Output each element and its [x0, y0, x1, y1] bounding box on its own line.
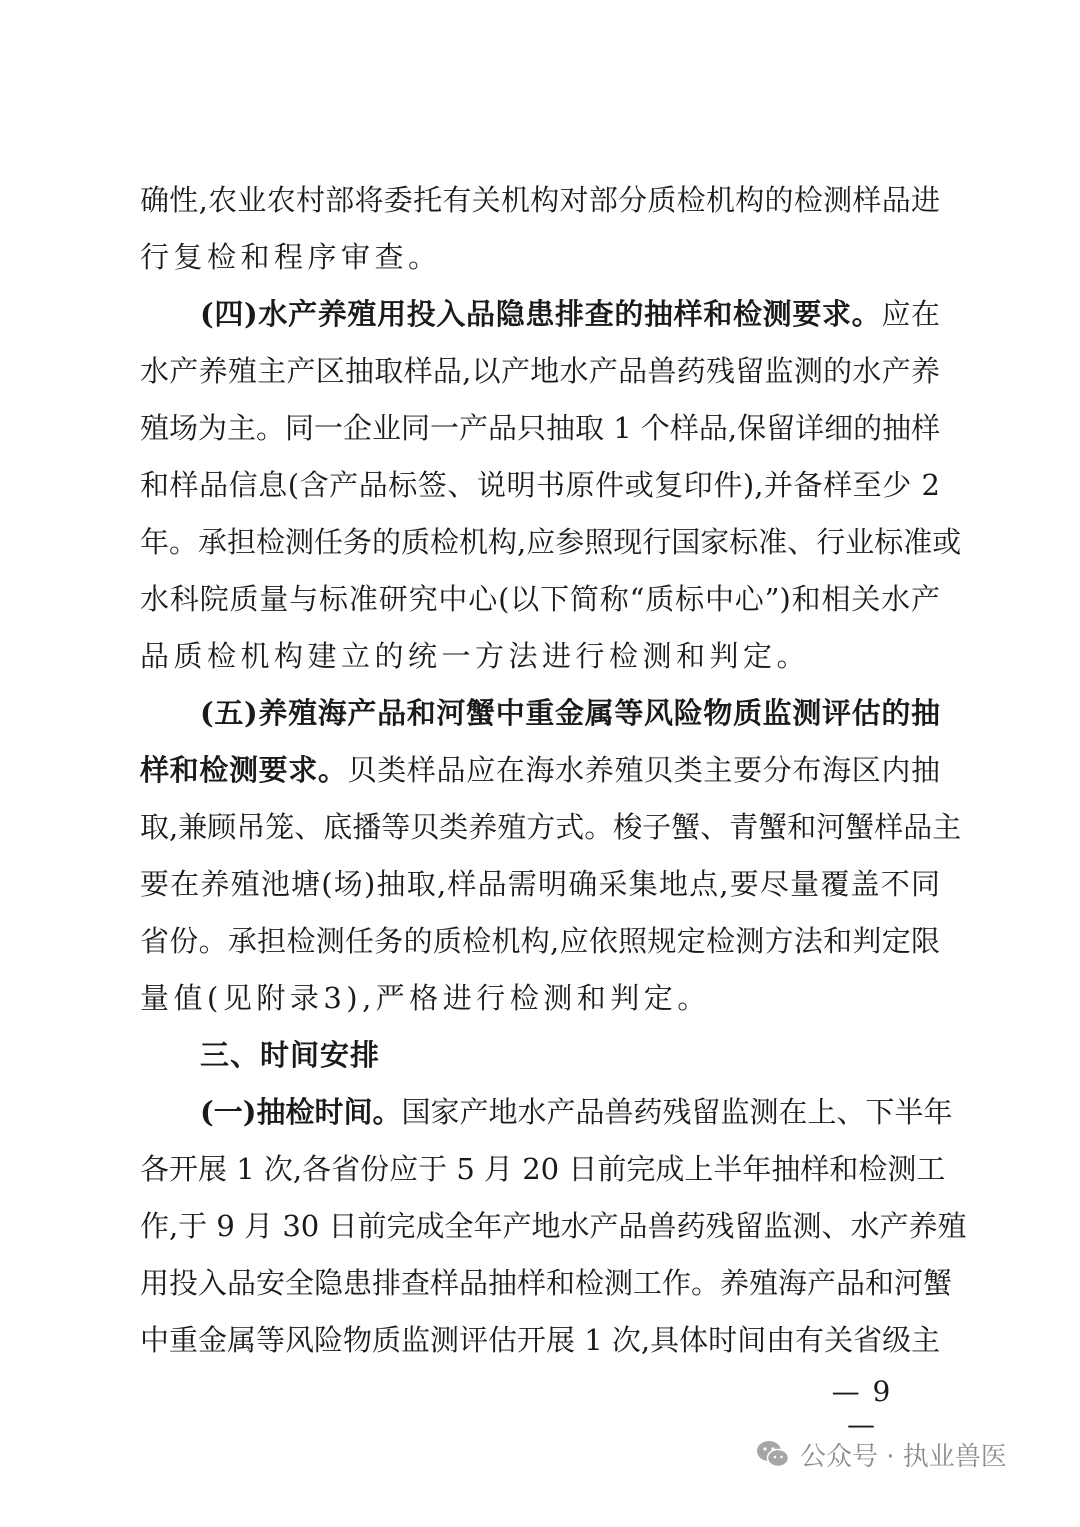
- text-line: 取,兼顾吊笼、底播等贝类养殖方式。梭子蟹、青蟹和河蟹样品主: [140, 810, 962, 844]
- section-heading-line: (五)养殖海产品和河蟹中重金属等风险物质监测评估的抽: [200, 696, 940, 730]
- wechat-icon: [756, 1439, 790, 1469]
- page-number: — 9 —: [831, 1375, 893, 1441]
- bold-heading: (一)抽检时间。: [200, 1095, 402, 1129]
- text-line: 殖场为主。同一企业同一产品只抽取 1 个样品,保留详细的抽样: [140, 411, 941, 445]
- text-line: 量值(见附录3),严格进行检测和判定。: [140, 981, 711, 1015]
- text-line: 作,于 9 月 30 日前完成全年产地水产品兽药残留监测、水产养殖: [140, 1209, 967, 1243]
- text-line: 和样品信息(含产品标签、说明书原件或复印件),并备样至少 2: [140, 468, 940, 502]
- text-line: 确性,农业农村部将委托有关机构对部分质检机构的检测样品进: [140, 183, 940, 217]
- section-heading-line: (四)水产养殖用投入品隐患排查的抽样和检测要求。应在: [200, 297, 940, 331]
- text-line: 中重金属等风险物质监测评估开展 1 次,具体时间由有关省级主: [140, 1323, 941, 1357]
- bold-heading: (四)水产养殖用投入品隐患排查的抽样和检测要求。: [200, 297, 882, 331]
- section-heading-line: 样和检测要求。贝类样品应在海水养殖贝类主要分布海区内抽: [140, 753, 940, 787]
- text-line: 省份。承担检测任务的质检机构,应依照规定检测方法和判定限: [140, 924, 940, 958]
- bold-heading: 样和检测要求。: [140, 753, 348, 787]
- text-line: 年。承担检测任务的质检机构,应参照现行国家标准、行业标准或: [140, 525, 962, 559]
- text-line: 品质检机构建立的统一方法进行检测和判定。: [140, 639, 811, 673]
- text-line: 水产养殖主产区抽取样品,以产地水产品兽药残留监测的水产养: [140, 354, 940, 388]
- text-line: 水科院质量与标准研究中心(以下简称“质标中心”)和相关水产: [140, 582, 940, 616]
- text-line: 各开展 1 次,各省份应于 5 月 20 日前完成上半年抽样和检测工: [140, 1152, 946, 1186]
- text-line: 用投入品安全隐患排查样品抽样和检测工作。养殖海产品和河蟹: [140, 1266, 953, 1300]
- text-line: 要在养殖池塘(场)抽取,样品需明确采集地点,要尽量覆盖不同: [140, 867, 940, 901]
- watermark: [756, 1432, 1007, 1476]
- section-heading-line: (一)抽检时间。国家产地水产品兽药残留监测在上、下半年: [200, 1095, 953, 1129]
- text-line: 行复检和程序审查。: [140, 240, 442, 274]
- chapter-heading: 三、时间安排: [200, 1038, 381, 1072]
- watermark-text: 公众号 · 执业兽医: [800, 1441, 1007, 1472]
